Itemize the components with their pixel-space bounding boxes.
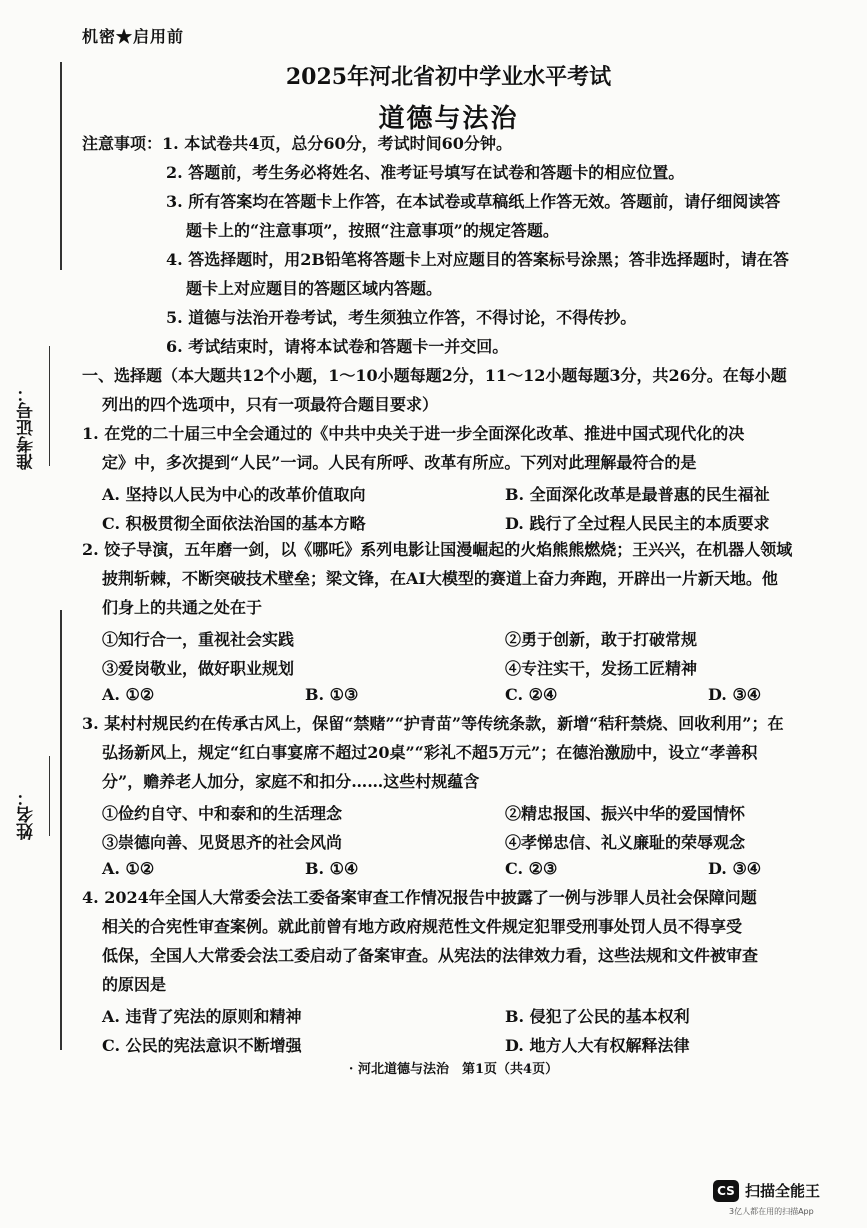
q3-item-2: ②精忠报国、振兴中华的爱国情怀 xyxy=(505,804,746,823)
q4-option-c: C. 公民的宪法意识不断增强 xyxy=(102,1036,302,1055)
name-label: 姓名： xyxy=(17,789,37,840)
q2-stem-cont: 披荆斩棘，不断突破技术壁垒；梁文锋，在AI大模型的赛道上奋力奔跑，开辟出一片新天地。他 xyxy=(102,569,778,588)
q4-option-b: B. 侵犯了公民的基本权利 xyxy=(505,1007,690,1026)
q1-option-d: D. 践行了全过程人民民主的本质要求 xyxy=(505,514,770,533)
watermark-name: 扫描全能王 xyxy=(745,1182,821,1200)
q2-stem: 2. 饺子导演，五年磨一剑，以《哪吒》系列电影让国漫崛起的火焰熊熊燃烧；王兴兴，在机器人领域 xyxy=(82,540,793,559)
exam-title: 2025年河北省初中学业水平考试 xyxy=(285,64,612,90)
q2-item-4: ④专注实干，发扬工匠精神 xyxy=(505,659,698,678)
exam-id-blank xyxy=(48,346,50,466)
name-blank xyxy=(48,756,50,836)
q4-stem-cont: 低保，全国人大常委会法工委启动了备案审查。从宪法的法律效力看，这些法规和文件被审查 xyxy=(102,946,759,965)
q3-item-1: ①俭约自守、中和泰和的生活理念 xyxy=(102,804,343,823)
q3-option-b: B. ①④ xyxy=(305,859,359,878)
exam-id-field xyxy=(14,270,44,470)
q4-option-a: A. 违背了宪法的原则和精神 xyxy=(102,1007,302,1026)
q1-stem-cont: 定》中，多次提到“人民”一词。人民有所呼、改革有所应。下列对此理解最符合的是 xyxy=(102,453,697,472)
note-line-7: 5. 道德与法治开卷考试，考生须独立作答，不得讨论，不得传抄。 xyxy=(166,308,637,327)
note-line-1: 注意事项：1. 本试卷共4页，总分60分，考试时间60分钟。 xyxy=(82,134,512,153)
note-line-5: 4. 答选择题时，用2B铅笔将答题卡上对应题目的答案标号涂黑；答非选择题时，请在答 xyxy=(166,250,789,269)
q2-stem-cont: 们身上的共通之处在于 xyxy=(102,598,263,617)
watermark-subtitle: 3亿人都在用的扫描App xyxy=(729,1207,814,1216)
q3-option-d: D. ③④ xyxy=(708,859,762,878)
q4-stem-cont: 相关的合宪性审查案例。就此前曾有地方政府规范性文件规定犯罪受刑事处罚人员不得享受 xyxy=(102,917,743,936)
q4-stem-cont: 的原因是 xyxy=(102,975,167,994)
note-line-6: 题卡上对应题目的答题区域内答题。 xyxy=(186,279,443,298)
q2-option-d: D. ③④ xyxy=(708,685,762,704)
page-footer: · 河北道德与法治 第1页（共4页） xyxy=(348,1062,559,1077)
exam-id-label: 准考证号： xyxy=(17,385,37,470)
binding-line xyxy=(60,62,62,270)
q2-option-b: B. ①③ xyxy=(305,685,359,704)
q3-stem: 3. 某村村规民约在传承古风上，保留“禁赌”“护青苗”等传统条款，新增“秸秆禁烧、回收利用”；在 xyxy=(82,714,784,733)
section-header: 一、选择题（本大题共12个小题，1～10小题每题2分，11～12小题每题3分，共26分。在每小题 xyxy=(82,366,787,385)
q3-option-a: A. ①② xyxy=(102,859,155,878)
scanner-watermark xyxy=(713,1180,853,1220)
note-line-2: 2. 答题前，考生务必将姓名、准考证号填写在试卷和答题卡的相应位置。 xyxy=(166,163,685,182)
q2-option-c: C. ②④ xyxy=(505,685,558,704)
q2-option-a: A. ①② xyxy=(102,685,155,704)
q1-option-c: C. 积极贯彻全面依法治国的基本方略 xyxy=(102,514,366,533)
q2-item-2: ②勇于创新，敢于打破常规 xyxy=(505,630,698,649)
camscanner-logo-icon: CS xyxy=(713,1180,739,1202)
q4-option-d: D. 地方人大有权解释法律 xyxy=(505,1036,690,1055)
q1-stem: 1. 在党的二十届三中全会通过的《中共中央关于进一步全面深化改革、推进中国式现代化的决 xyxy=(82,424,745,443)
q3-stem-cont: 弘扬新风上，规定“红白事宴席不超过20桌”“彩礼不超5万元”；在德治激励中，设立“孝善积 xyxy=(102,743,758,762)
note-line-8: 6. 考试结束时，请将本试卷和答题卡一并交回。 xyxy=(166,337,509,356)
confidential-label: 机密★启用前 xyxy=(82,27,185,46)
note-line-3: 3. 所有答案均在答题卡上作答，在本试卷或草稿纸上作答无效。答题前，请仔细阅读答 xyxy=(166,192,781,211)
q2-item-3: ③爱岗敬业，做好职业规划 xyxy=(102,659,295,678)
q3-item-4: ④孝悌忠信、礼义廉耻的荣辱观念 xyxy=(505,833,746,852)
name-field xyxy=(14,700,44,840)
q3-item-3: ③崇德向善、见贤思齐的社会风尚 xyxy=(102,833,343,852)
note-line-4: 题卡上的“注意事项”，按照“注意事项”的规定答题。 xyxy=(186,221,559,240)
binding-line xyxy=(60,610,62,1050)
q2-item-1: ①知行合一，重视社会实践 xyxy=(102,630,295,649)
q1-option-a: A. 坚持以人民为中心的改革价值取向 xyxy=(102,485,366,504)
subject-title: 道德与法治 xyxy=(378,104,519,134)
q4-stem: 4. 2024年全国人大常委会法工委备案审查工作情况报告中披露了一例与涉罪人员社会保障问题 xyxy=(82,888,757,907)
q3-stem-cont: 分”，赡养老人加分，家庭不和扣分……这些村规蕴含 xyxy=(102,772,480,791)
q1-option-b: B. 全面深化改革是最普惠的民生福祉 xyxy=(505,485,770,504)
q3-option-c: C. ②③ xyxy=(505,859,558,878)
section-header-cont: 列出的四个选项中，只有一项最符合题目要求） xyxy=(102,395,439,414)
